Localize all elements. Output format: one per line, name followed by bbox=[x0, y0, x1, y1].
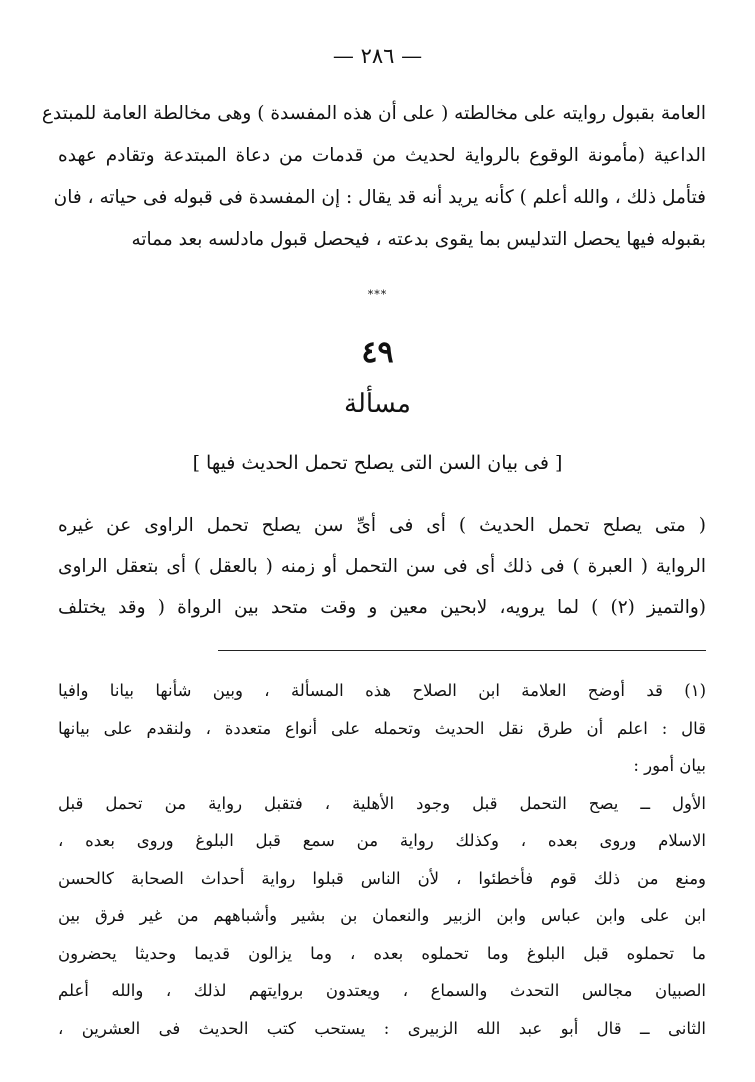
section-subtitle: [ فى بيان السن التى يصلح تحمل الحديث فيها ] bbox=[192, 452, 563, 474]
intro-line: فتأمل ذلك ، والله أعلم ) كأنه يريد أنه قد يقال : إن المفسدة فى قبوله فى حياته ، فان bbox=[53, 187, 706, 208]
intro-line: الداعية (مأمونة الوقوع بالرواية لحديث من قدمات من دعاة المبتدعة وتقادم عهده bbox=[58, 145, 706, 166]
footnote-line: قال : اعلم أن طرق نقل الحديث وتحمله على أنواع متعددة ، ولنقدم على بيانها bbox=[58, 718, 706, 738]
page-number: — ٢٨٦ — bbox=[332, 44, 423, 68]
footnote-line: بيان أمور : bbox=[633, 756, 706, 775]
footnote-line: ابن على وابن عباس وابن الزبير والنعمان بن بشير وأشباههم من غير فرق بين bbox=[58, 906, 706, 925]
footnote-line: ما تحملوه قبل البلوغ وما تحملوه بعده ، وما يزالون قديما وحديثا يحضرون bbox=[58, 943, 706, 963]
main-line: الرواية ( العبرة ) فى ذلك أى فى سن التحمل أو زمنه ( بالعقل ) أى بتعقل الراوى bbox=[58, 556, 706, 577]
footnote-line: الاسلام وروى بعده ، وكذلك رواية من سمع قبل البلوغ وروى بعده ، bbox=[58, 831, 706, 850]
footnotes bbox=[58, 672, 706, 1047]
footnote-line: ومنع من ذلك قوم فأخطئوا ، لأن الناس قبلوا رواية أحداث الصحابة كالحسن bbox=[58, 868, 706, 888]
footnote-divider bbox=[218, 650, 706, 651]
footnote-line: الأول ــ يصح التحمل قبل وجود الأهلية ، فتقبل رواية من تحمل قبل bbox=[58, 793, 706, 813]
intro-line: بقبوله فيها يحصل التدليس بما يقوى بدعته ، فيحصل قبول مادلسه بعد مماته bbox=[131, 229, 706, 250]
main-line: (والتميز (٢) ) لما يرويه، لابحين معين و وقت متحد بين الرواة ( وقد يختلف bbox=[58, 597, 706, 618]
footnote-line: (١) قد أوضح العلامة ابن الصلاح هذه المسألة ، وبين شأنها بيانا وافيا bbox=[58, 681, 706, 700]
intro-paragraph bbox=[41, 93, 706, 261]
main-line: ( متى يصلح تحمل الحديث ) أى فى أىِّ سن يصلح تحمل الراوى عن غيره bbox=[58, 515, 706, 536]
footnote-line: الصبيان مجالس التحدث والسماع ، ويعتدون بروايتهم لذلك ، والله أعلم bbox=[58, 981, 706, 1000]
intro-line: العامة بقبول روايته على مخالطته ( على أن هذه المفسدة ) وهى مخالطة العامة للمبتدع bbox=[41, 103, 706, 124]
section-title: مسألة bbox=[344, 389, 411, 419]
main-paragraph bbox=[58, 505, 706, 628]
section-separator: *** bbox=[367, 288, 388, 301]
section-number: ٤٩ bbox=[361, 335, 394, 370]
footnote-line: الثانى ــ قال أبو عبد الله الزبيرى : يستحب كتب الحديث فى العشرين ، bbox=[58, 1018, 706, 1038]
